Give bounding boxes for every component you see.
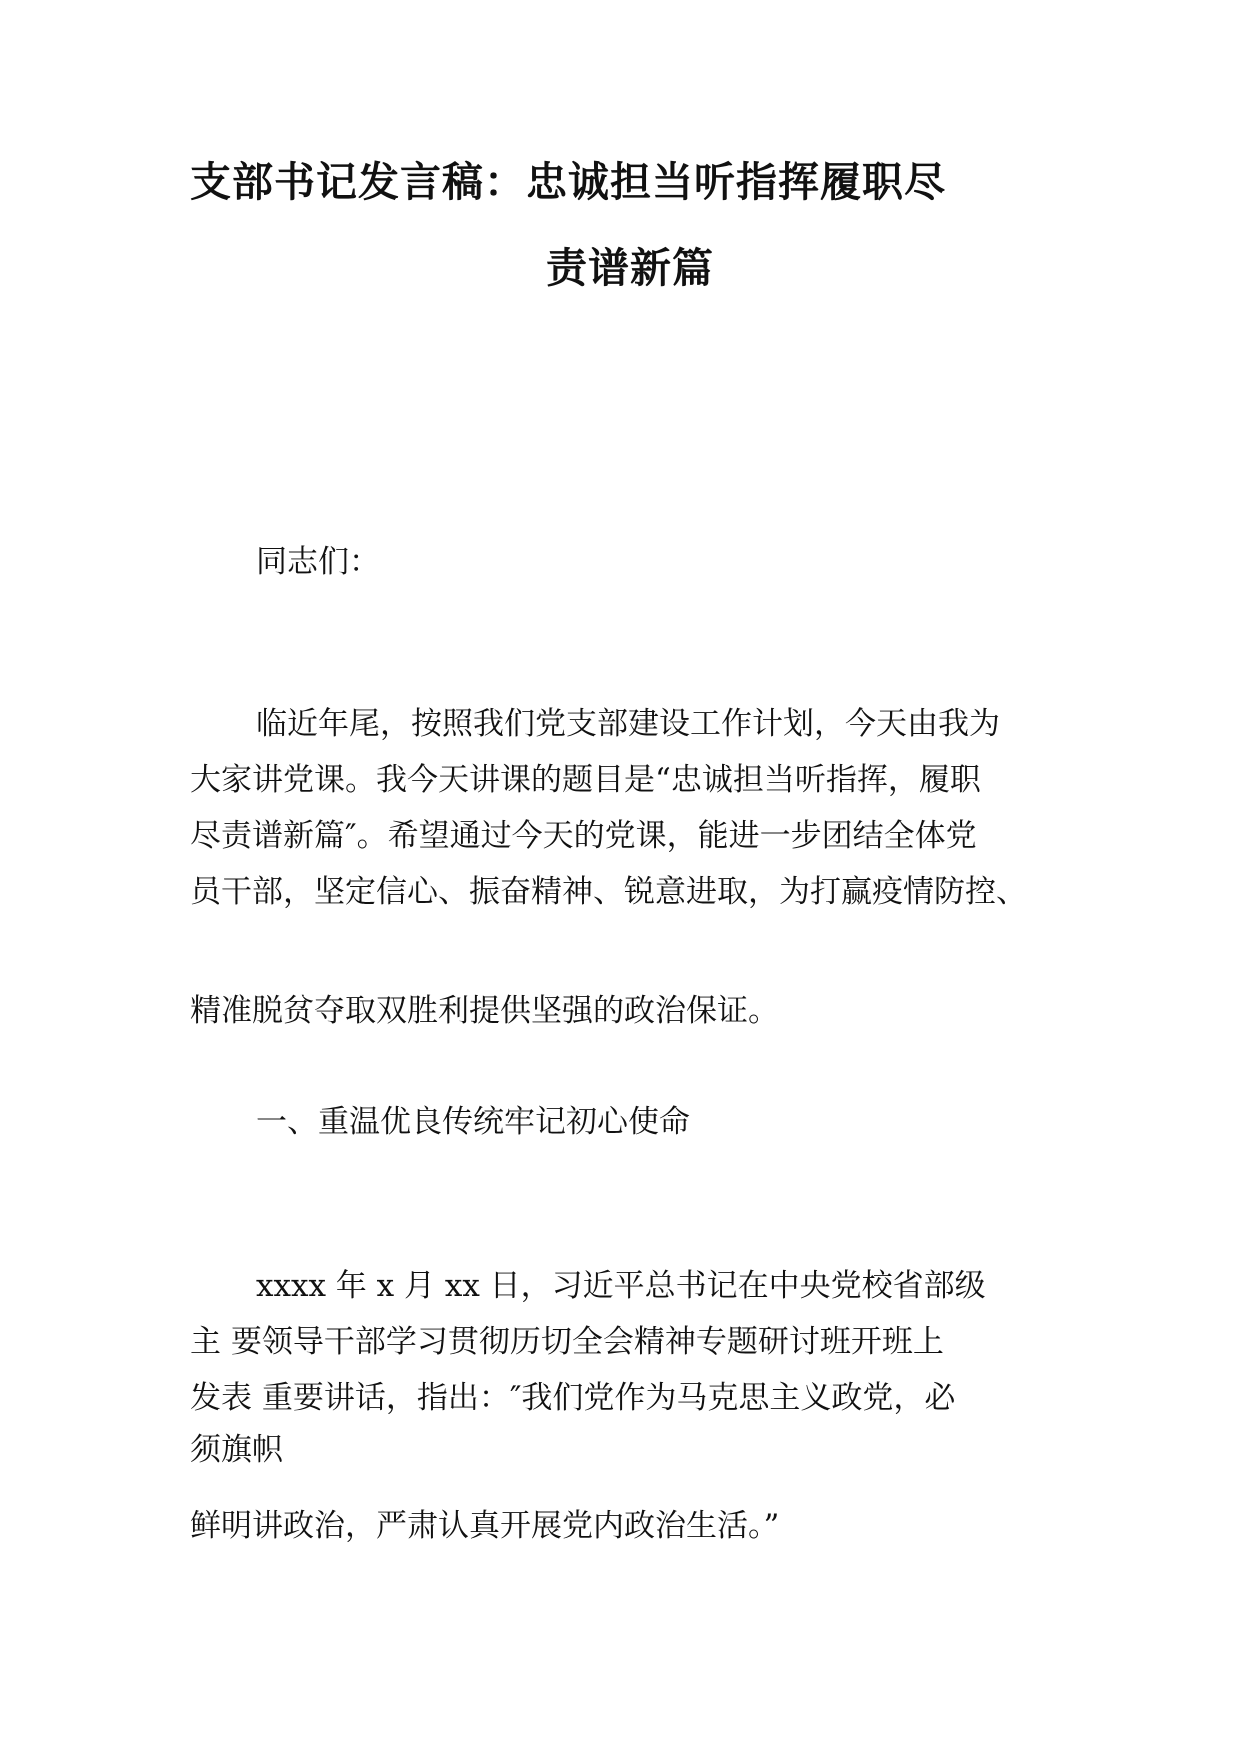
paragraph-1-line-3: 尽责谱新篇″。希望通过今天的党课，能进一步团结全体党: [190, 818, 977, 854]
paragraph-2-line-1: xxxx 年 x 月 xx 日，习近平总书记在中央党校省部级: [256, 1268, 986, 1304]
paragraph-1-line-1: 临近年尾，按照我们党支部建设工作计划，今天由我为: [256, 706, 1000, 742]
paragraph-1-line-2: 大家讲党课。我今天讲课的题目是“忠诚担当听指挥，履职: [190, 762, 981, 798]
paragraph-2-line-5: 鲜明讲政治，严肃认真开展党内政治生活。”: [190, 1508, 780, 1544]
greeting: 同志们：: [256, 544, 380, 580]
document-title-line-1: 支部书记发言稿：忠诚担当听指挥履职尽: [190, 158, 946, 206]
paragraph-2-line-4: 须旗帜: [190, 1432, 283, 1468]
paragraph-2-line-3: 发表 重要讲话，指出：″我们党作为马克思主义政党，必: [190, 1380, 956, 1416]
paragraph-2-line-2: 主 要领导干部学习贯彻历切全会精神专题研讨班开班上: [190, 1324, 944, 1360]
paragraph-1-line-4: 员干部，坚定信心、振奋精神、锐意进取，为打赢疫情防控、: [190, 874, 1027, 910]
document-title-line-2: 责谱新篇: [546, 244, 714, 292]
paragraph-1-line-5: 精准脱贫夺取双胜利提供坚强的政治保证。: [190, 993, 779, 1029]
section-heading-1: 一、重温优良传统牢记初心使命: [256, 1104, 690, 1140]
